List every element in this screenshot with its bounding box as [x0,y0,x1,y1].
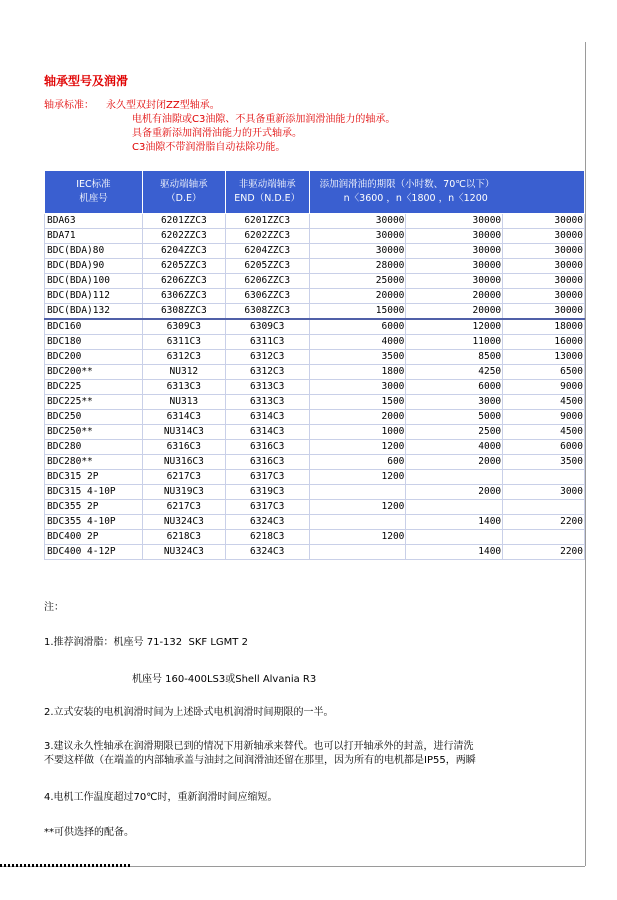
interval-1800-cell: 5000 [406,410,503,425]
drive-end-cell: NU316C3 [142,455,225,470]
interval-1200-cell: 30000 [503,289,585,304]
drive-end-cell: 6202ZZC3 [142,229,225,244]
drive-end-cell: 6306ZZC3 [142,289,225,304]
header-line: END（N.D.E） [234,193,301,204]
interval-1200-cell: 30000 [503,244,585,259]
interval-1200-cell [503,500,585,515]
drive-end-cell: 6205ZZC3 [142,259,225,274]
header-line: 非驱动端轴承 [238,179,296,190]
note-2: 2.立式安装的电机润滑时间为上述卧式电机润滑时间期限的一半。 [44,707,334,718]
non-drive-end-cell: 6316C3 [225,440,309,455]
table-row [45,380,585,395]
interval-1800-cell: 3000 [406,395,503,410]
frame-size-cell: BDC160 [45,319,143,335]
interval-1800-cell: 20000 [406,289,503,304]
interval-1200-cell: 6000 [503,440,585,455]
table-row [45,500,585,515]
frame-size-cell: BDC(BDA)132 [45,304,143,320]
frame-size-cell: BDC(BDA)100 [45,274,143,289]
frame-size-cell: BDA71 [45,229,143,244]
table-row [45,440,585,455]
non-drive-end-cell: 6324C3 [225,515,309,530]
frame-size-cell: BDC225 [45,380,143,395]
interval-3600-cell: 3000 [309,380,406,395]
frame-size-cell: BDC355 4-10P [45,515,143,530]
drive-end-cell: NU314C3 [142,425,225,440]
page-right-border [585,42,586,866]
header-line: 添加润滑油的期限（小时数、70℃以下） [319,179,495,190]
non-drive-end-cell: 6317C3 [225,470,309,485]
drive-end-cell: 6201ZZC3 [142,214,225,229]
table-row [45,289,585,304]
header-line: 机座号 [79,193,108,204]
frame-size-cell: BDC315 4-10P [45,485,143,500]
header-line: n〈3600 ，n〈1800 ，n〈1200 [343,193,488,204]
interval-3600-cell: 1200 [309,440,406,455]
header-line: （D.E） [166,193,202,204]
interval-3600-cell: 1200 [309,530,406,545]
bearing-table [44,170,585,560]
frame-size-cell: BDC250 [45,410,143,425]
interval-1800-cell: 2000 [406,485,503,500]
interval-1200-cell: 4500 [503,395,585,410]
drive-end-cell: NU324C3 [142,545,225,560]
drive-end-cell: 6311C3 [142,335,225,350]
non-drive-end-cell: 6319C3 [225,485,309,500]
interval-1200-cell: 30000 [503,214,585,229]
table-row [45,319,585,335]
non-drive-end-cell: 6313C3 [225,380,309,395]
interval-3600-cell: 30000 [309,214,406,229]
standard-line-1: 永久型双封闭ZZ型轴承。 [106,100,220,111]
frame-size-cell: BDC200 [45,350,143,365]
interval-3600-cell: 30000 [309,229,406,244]
drive-end-cell: 6312C3 [142,350,225,365]
interval-1800-cell [406,530,503,545]
non-drive-end-cell: 6309C3 [225,319,309,335]
interval-1800-cell: 6000 [406,380,503,395]
table-row [45,425,585,440]
non-drive-end-cell: 6324C3 [225,545,309,560]
table-row [45,470,585,485]
frame-size-cell: BDC(BDA)80 [45,244,143,259]
interval-1800-cell: 12000 [406,319,503,335]
interval-1800-cell: 30000 [406,244,503,259]
drive-end-cell: 6316C3 [142,440,225,455]
drive-end-cell: NU313 [142,395,225,410]
frame-size-cell: BDC(BDA)112 [45,289,143,304]
note-3a: 3.建议永久性轴承在润滑期限已到的情况下用新轴承来替代。也可以打开轴承外的封盖，进行清洗 [44,741,474,752]
frame-size-cell: BDC315 2P [45,470,143,485]
table-row [45,244,585,259]
interval-1200-cell: 30000 [503,274,585,289]
interval-1200-cell: 3000 [503,485,585,500]
table-row [45,395,585,410]
table-body [45,214,585,560]
page-title: 轴承型号及润滑 [44,74,129,88]
table-row [45,365,585,380]
interval-1200-cell: 30000 [503,229,585,244]
drive-end-cell: 6308ZZC3 [142,304,225,320]
table-row [45,214,585,229]
note-3b: 不要这样做（在端盖的内部轴承盖与油封之间润滑油还留在那里，因为所有的电机都是IP55，两瞬 [44,755,476,766]
non-drive-end-cell: 6314C3 [225,425,309,440]
frame-size-cell: BDC250** [45,425,143,440]
non-drive-end-cell: 6202ZZC3 [225,229,309,244]
header-non-drive-end-bearing [225,171,309,214]
table-row [45,410,585,425]
interval-3600-cell: 6000 [309,319,406,335]
notes-heading: 注： [44,602,64,613]
drive-end-cell: NU312 [142,365,225,380]
non-drive-end-cell: 6312C3 [225,350,309,365]
non-drive-end-cell: 6206ZZC3 [225,274,309,289]
standard-line-3: 具备重新添加润滑油能力的开式轴承。 [132,128,302,139]
standard-line-2: 电机有油隙或C3油隙、不具备重新添加润滑油能力的轴承。 [132,114,396,125]
interval-1200-cell: 2200 [503,515,585,530]
interval-1800-cell: 1400 [406,545,503,560]
interval-3600-cell: 2000 [309,410,406,425]
interval-3600-cell: 1200 [309,500,406,515]
standard-line-4: C3油隙不带润滑脂自动祛除功能。 [132,142,286,153]
drive-end-cell: 6218C3 [142,530,225,545]
interval-3600-cell: 15000 [309,304,406,320]
frame-size-cell: BDC355 2P [45,500,143,515]
interval-3600-cell: 25000 [309,274,406,289]
header-lubrication-interval [309,171,584,214]
interval-1800-cell: 30000 [406,229,503,244]
non-drive-end-cell: 6316C3 [225,455,309,470]
table-row [45,350,585,365]
frame-size-cell: BDC(BDA)90 [45,259,143,274]
interval-1200-cell: 13000 [503,350,585,365]
standard-label: 轴承标准： [44,100,94,111]
interval-1200-cell: 2200 [503,545,585,560]
header-frame-size [45,171,143,214]
table-row [45,229,585,244]
interval-3600-cell: 1200 [309,470,406,485]
interval-1800-cell: 2500 [406,425,503,440]
interval-1800-cell [406,470,503,485]
interval-1200-cell [503,530,585,545]
interval-1200-cell: 16000 [503,335,585,350]
drive-end-cell: NU319C3 [142,485,225,500]
header-line: 驱动端轴承 [160,179,208,190]
drive-end-cell: 6313C3 [142,380,225,395]
table-row [45,485,585,500]
interval-1800-cell: 30000 [406,259,503,274]
frame-size-cell: BDC280 [45,440,143,455]
interval-1800-cell: 2000 [406,455,503,470]
interval-1200-cell: 30000 [503,304,585,320]
drive-end-cell: 6204ZZC3 [142,244,225,259]
interval-3600-cell [309,515,406,530]
interval-3600-cell: 600 [309,455,406,470]
note-1b: 机座号 160-400LS3或Shell Alvania R3 [132,674,317,685]
non-drive-end-cell: 6306ZZC3 [225,289,309,304]
non-drive-end-cell: 6311C3 [225,335,309,350]
interval-3600-cell: 28000 [309,259,406,274]
drive-end-cell: 6206ZZC3 [142,274,225,289]
interval-1800-cell: 30000 [406,274,503,289]
interval-3600-cell: 1500 [309,395,406,410]
interval-1800-cell [406,500,503,515]
table-row [45,530,585,545]
table-row [45,259,585,274]
interval-3600-cell: 4000 [309,335,406,350]
non-drive-end-cell: 6312C3 [225,365,309,380]
drive-end-cell: 6217C3 [142,470,225,485]
note-5: **可供选择的配备。 [44,827,134,838]
interval-3600-cell [309,485,406,500]
non-drive-end-cell: 6314C3 [225,410,309,425]
drive-end-cell: 6217C3 [142,500,225,515]
table-row [45,335,585,350]
non-drive-end-cell: 6205ZZC3 [225,259,309,274]
frame-size-cell: BDA63 [45,214,143,229]
interval-3600-cell: 1000 [309,425,406,440]
non-drive-end-cell: 6308ZZC3 [225,304,309,320]
interval-1200-cell: 9000 [503,380,585,395]
frame-size-cell: BDC225** [45,395,143,410]
interval-1200-cell: 9000 [503,410,585,425]
table-header-row [45,171,585,214]
non-drive-end-cell: 6317C3 [225,500,309,515]
interval-3600-cell: 20000 [309,289,406,304]
non-drive-end-cell: 6218C3 [225,530,309,545]
header-line: IEC标准 [76,179,111,190]
interval-1200-cell [503,470,585,485]
interval-1800-cell: 20000 [406,304,503,320]
interval-3600-cell: 1800 [309,365,406,380]
note-1a: 1.推荐润滑脂：机座号 71-132 SKF LGMT 2 [44,637,248,648]
frame-size-cell: BDC280** [45,455,143,470]
interval-3600-cell [309,545,406,560]
bearing-table-container [44,170,585,582]
frame-size-cell: BDC400 2P [45,530,143,545]
frame-size-cell: BDC200** [45,365,143,380]
interval-1800-cell: 4250 [406,365,503,380]
table-row [45,515,585,530]
interval-1200-cell: 4500 [503,425,585,440]
frame-size-cell: BDC400 4-12P [45,545,143,560]
interval-1200-cell: 6500 [503,365,585,380]
drive-end-cell: 6309C3 [142,319,225,335]
frame-size-cell: BDC180 [45,335,143,350]
non-drive-end-cell: 6201ZZC3 [225,214,309,229]
table-row [45,545,585,560]
interval-1800-cell: 11000 [406,335,503,350]
interval-1800-cell: 1400 [406,515,503,530]
page-bottom-dash [0,864,130,867]
non-drive-end-cell: 6204ZZC3 [225,244,309,259]
table-row [45,274,585,289]
interval-3600-cell: 30000 [309,244,406,259]
table-row [45,455,585,470]
interval-1200-cell: 3500 [503,455,585,470]
interval-1200-cell: 18000 [503,319,585,335]
table-row [45,304,585,320]
non-drive-end-cell: 6313C3 [225,395,309,410]
interval-1800-cell: 4000 [406,440,503,455]
note-4: 4.电机工作温度超过70℃时，重新润滑时间应缩短。 [44,792,278,803]
drive-end-cell: 6314C3 [142,410,225,425]
interval-3600-cell: 3500 [309,350,406,365]
interval-1200-cell: 30000 [503,259,585,274]
header-drive-end-bearing [142,171,225,214]
interval-1800-cell: 30000 [406,214,503,229]
drive-end-cell: NU324C3 [142,515,225,530]
interval-1800-cell: 8500 [406,350,503,365]
